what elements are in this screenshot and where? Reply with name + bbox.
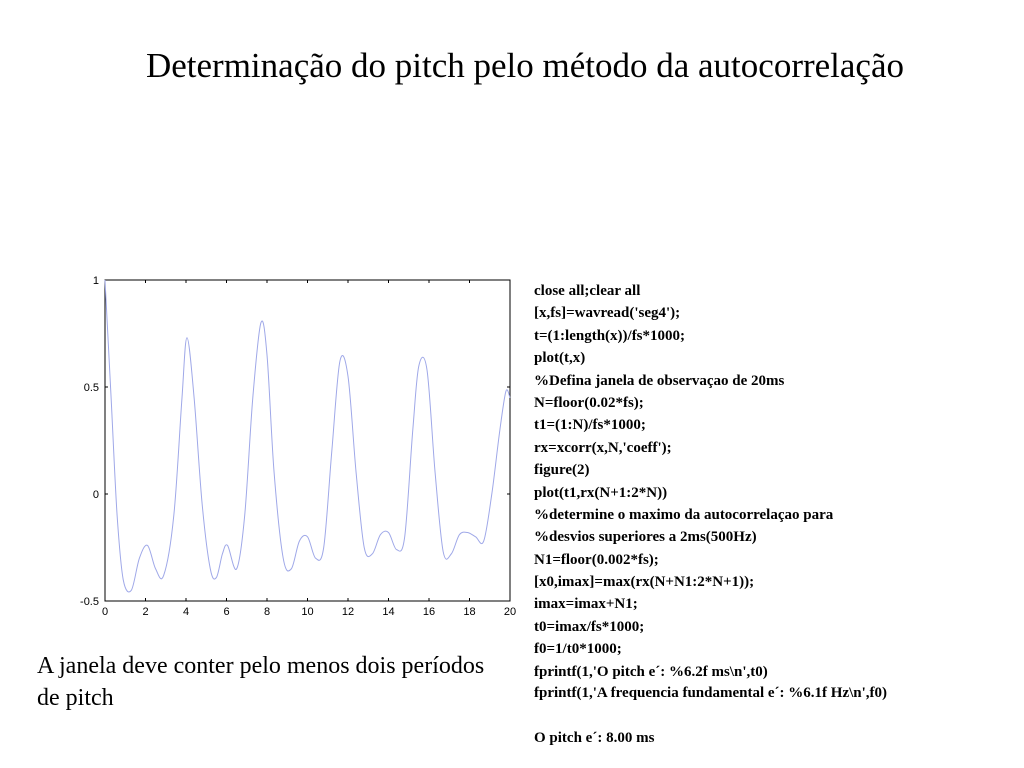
code-line: figure(2) bbox=[534, 462, 590, 479]
x-tick-label: 4 bbox=[182, 606, 190, 618]
code-line: t=(1:length(x))/fs*1000; bbox=[534, 327, 686, 344]
x-tick-label: 0 bbox=[101, 606, 109, 618]
x-tick-label: 6 bbox=[223, 606, 230, 618]
plot-frame bbox=[105, 280, 510, 601]
code-line: O pitch e´: 8.00 ms bbox=[534, 730, 655, 747]
code-line: t1=(1:N)/fs*1000; bbox=[534, 417, 646, 434]
y-tick-label: 0.5 bbox=[83, 382, 99, 394]
code-line: [x,fs]=wavread('seg4'); bbox=[534, 305, 681, 322]
code-line: %determine o maximo da autocorrelaçao para bbox=[534, 506, 834, 523]
code-line: plot(t,x) bbox=[534, 350, 586, 367]
slide-title: Determinação do pitch pelo método da autocorrelação bbox=[145, 46, 904, 85]
y-tick-label: 1 bbox=[92, 275, 99, 287]
code-line: fprintf(1,'A frequencia fundamental e´: %6.1f Hz\n',f0) bbox=[534, 685, 888, 702]
code-line: t0=imax/fs*1000; bbox=[534, 618, 645, 635]
code-line: rx=xcorr(x,N,'coeff'); bbox=[534, 439, 672, 456]
x-tick-label: 2 bbox=[142, 606, 149, 618]
x-tick-label: 20 bbox=[503, 606, 517, 618]
slide-caption: A janela deve conter pelo menos dois períodos de pitch bbox=[37, 653, 485, 711]
code-line: f0=1/t0*1000; bbox=[534, 641, 622, 658]
x-tick-label: 10 bbox=[301, 606, 314, 618]
x-tick-label: 14 bbox=[382, 606, 395, 618]
code-line: %Defina janela de observaçao de 20ms bbox=[534, 372, 785, 389]
code-line: N1=floor(0.002*fs); bbox=[534, 551, 659, 568]
y-tick-label: 0 bbox=[92, 489, 99, 501]
code-line: %desvios superiores a 2ms(500Hz) bbox=[534, 529, 757, 546]
code-line: imax=imax+N1; bbox=[534, 596, 638, 613]
matlab-code-block bbox=[534, 280, 1004, 750]
code-line: close all;clear all bbox=[534, 283, 641, 299]
x-tick-label: 8 bbox=[263, 606, 271, 618]
x-tick-label: 16 bbox=[422, 606, 436, 618]
autocorrelation-chart bbox=[75, 268, 525, 623]
code-line: N=floor(0.02*fs); bbox=[534, 394, 644, 411]
autocorrelation-line bbox=[105, 280, 510, 592]
x-tick-label: 18 bbox=[463, 606, 476, 618]
code-line bbox=[534, 705, 1004, 727]
code-line: [x0,imax]=max(rx(N+N1:2*N+1)); bbox=[534, 574, 755, 591]
y-tick-label: -0.5 bbox=[80, 596, 99, 608]
code-line: fprintf(1,'O pitch e´: %6.2f ms\n',t0) bbox=[534, 663, 768, 680]
x-tick-label: 12 bbox=[341, 606, 355, 618]
code-line: plot(t1,rx(N+1:2*N)) bbox=[534, 484, 668, 501]
